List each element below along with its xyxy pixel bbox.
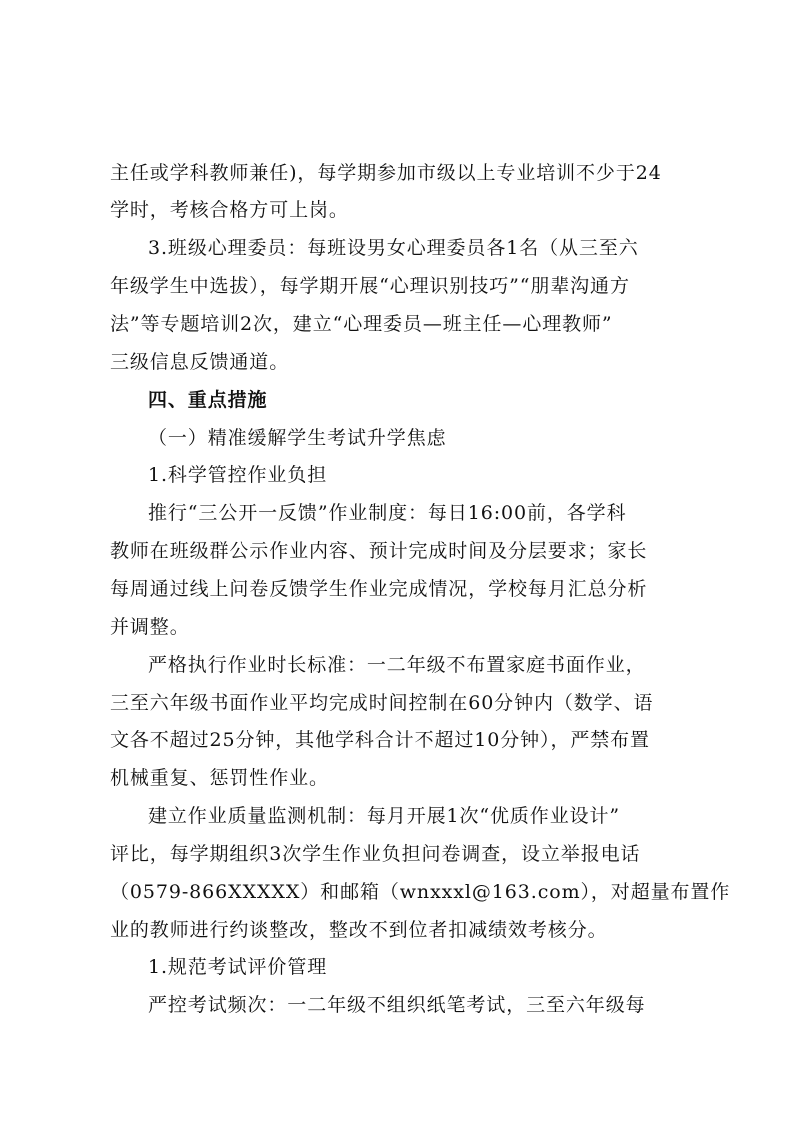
paragraph-line: 三级信息反馈通道。 xyxy=(110,351,290,373)
paragraph-line: 三至六年级书面作业平均完成时间控制在60分钟内（数学、语 xyxy=(110,692,654,714)
section-heading: 四、重点措施 xyxy=(148,389,268,411)
paragraph-line: 文各不超过25分钟，其他学科合计不超过10分钟），严禁布置 xyxy=(110,729,650,751)
paragraph-line: 并调整。 xyxy=(110,616,190,638)
paragraph-line: （0579-866XXXXX）和邮箱（wnxxxl@163.com），对超量布置作 xyxy=(110,881,731,903)
paragraph-line: 法”等专题培训2次，建立“心理委员—班主任—心理教师” xyxy=(110,313,613,335)
paragraph-line: 机械重复、惩罚性作业。 xyxy=(110,767,329,789)
paragraph-line: 建立作业质量监测机制：每月开展1次“优质作业设计” xyxy=(148,805,621,827)
paragraph-line: 严格执行作业时长标准：一二年级不布置家庭书面作业， xyxy=(148,654,646,676)
paragraph-line: 评比，每学期组织3次学生作业负担问卷调查，设立举报电话 xyxy=(110,843,641,865)
item-heading: 1.规范考试评价管理 xyxy=(148,956,328,978)
item-heading: 1.科学管控作业负担 xyxy=(148,464,328,486)
subsection-heading: （一）精准缓解学生考试升学焦虑 xyxy=(148,427,447,449)
paragraph-line: 3.班级心理委员：每班设男女心理委员各1名（从三至六 xyxy=(148,237,639,259)
paragraph-line: 主任或学科教师兼任)，每学期参加市级以上专业培训不少于24 xyxy=(110,162,662,184)
paragraph-line: 每周通过线上问卷反馈学生作业完成情况，学校每月汇总分析 xyxy=(110,578,648,600)
paragraph-line: 年级学生中选拔），每学期开展“心理识别技巧”“朋辈沟通方 xyxy=(110,275,630,297)
paragraph-line: 推行“三公开一反馈”作业制度：每日16:00前，各学科 xyxy=(148,502,627,524)
paragraph-line: 业的教师进行约谈整改，整改不到位者扣减绩效考核分。 xyxy=(110,919,608,941)
paragraph-line: 学时，考核合格方可上岗。 xyxy=(110,199,349,221)
paragraph-line: 教师在班级群公示作业内容、预计完成时间及分层要求；家长 xyxy=(110,540,648,562)
paragraph-line: 严控考试频次：一二年级不组织纸笔考试，三至六年级每 xyxy=(148,994,646,1016)
